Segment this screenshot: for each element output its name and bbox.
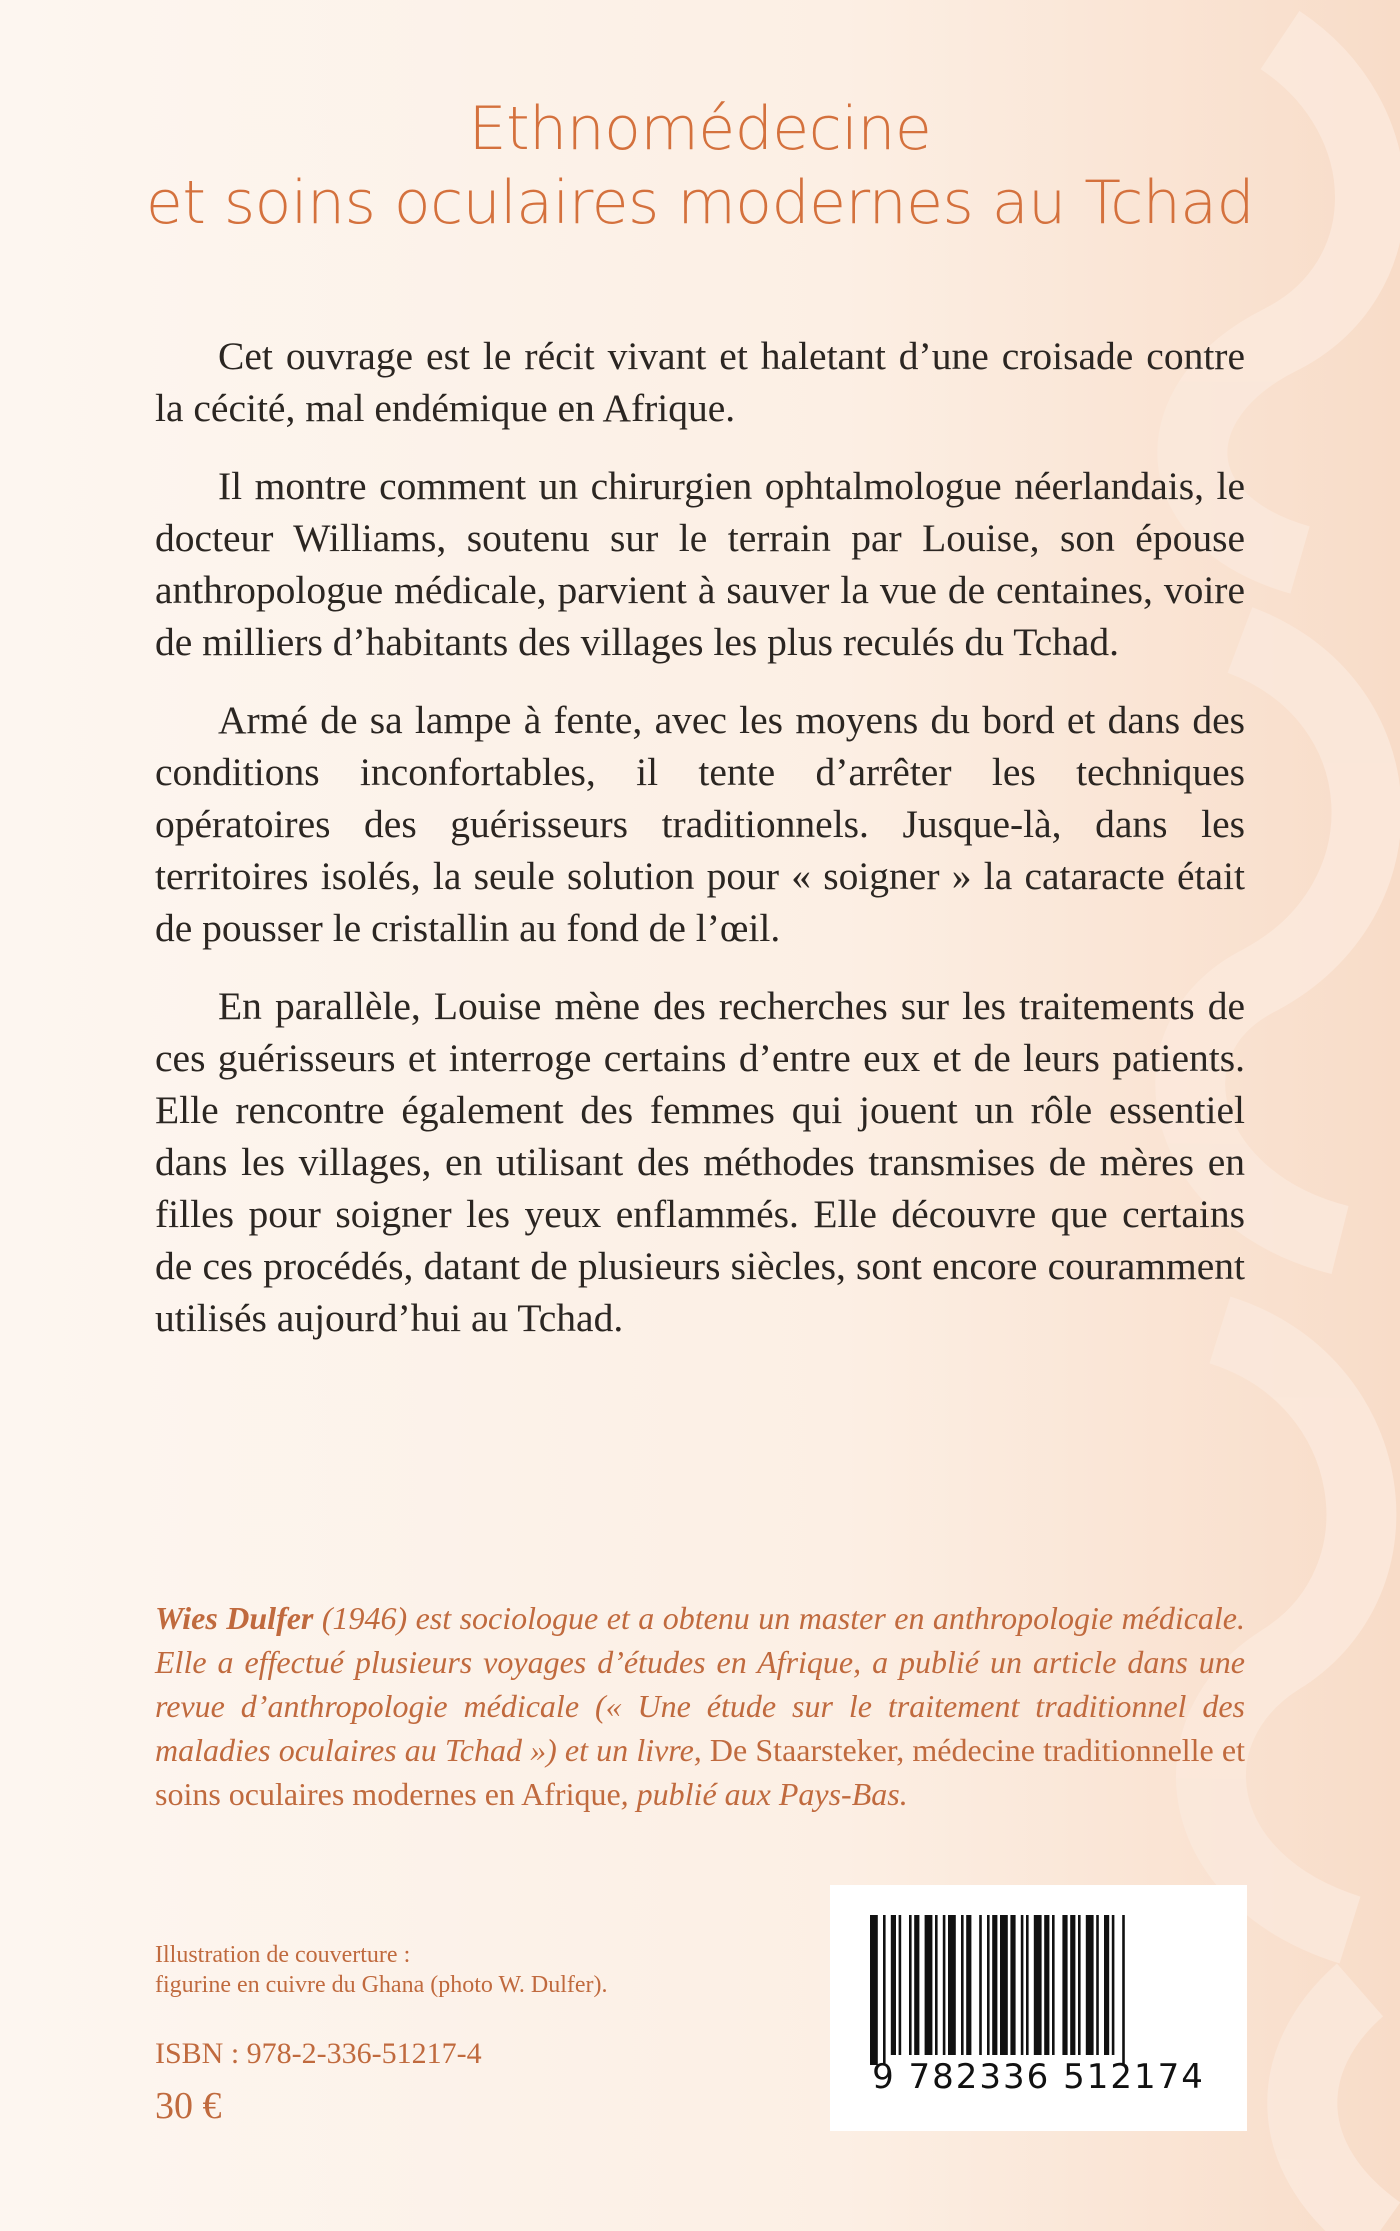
barcode-bar	[1112, 1915, 1115, 2055]
barcode-bar	[891, 1915, 896, 2055]
barcode-bar	[987, 1915, 990, 2055]
price: 30 €	[155, 2085, 222, 2127]
blurb-paragraph-3: Armé de sa lampe à fente, avec les moyens du bord et dans des conditions inconfortables, il tente d’arrêter les techniques opératoires des guérisseurs traditionnels. Jusque-là, dans les territoires isolés, la seule solution pour « soigner » la cataracte était de pousser le cristallin au fond de l’œil.	[155, 698, 1245, 950]
book-title	[0, 92, 1400, 240]
barcode-bar	[899, 1915, 902, 2055]
barcode-digits: 9 782336 512174	[872, 2057, 1205, 2097]
barcode-bar	[979, 1915, 982, 2055]
title-line-1: Ethnomédecine	[468, 94, 932, 164]
barcode-bar	[914, 1915, 919, 2055]
barcode-bar	[943, 1915, 946, 2055]
barcode-bar	[1026, 1915, 1029, 2055]
barcode-bar	[966, 1915, 971, 2055]
blurb-paragraph-2: Il montre comment un chirurgien ophtalmologue néerlandais, le docteur Williams, soutenu sur le terrain par Louise, son épouse anthropologue médicale, parvient à sauver la vue de centaines, voire de milliers d’habitants des villages les plus reculés du Tchad.	[155, 464, 1245, 664]
bio-text-2: , publié aux Pays-Bas.	[620, 1776, 908, 1812]
barcode-bar	[1078, 1915, 1081, 2055]
barcode-bar	[961, 1915, 964, 2055]
barcode-bar	[1096, 1915, 1099, 2055]
barcode-bar	[1104, 1915, 1109, 2055]
barcode-bar	[1034, 1915, 1042, 2055]
title-line-2: et soins oculaires modernes au Tchad	[145, 168, 1255, 238]
barcode-bar	[992, 1915, 997, 2055]
barcode-bar	[1044, 1915, 1049, 2055]
isbn: ISBN : 978-2-336-51217-4	[155, 2037, 482, 2070]
book-reference: De Staarsteker, médecine traditionnelle et soins oculaires modernes en Afrique	[155, 1732, 1246, 1812]
credits-line-2: figurine en cuivre du Ghana (photo W. Dulfer).	[155, 1972, 608, 1998]
barcode	[830, 1885, 1247, 2131]
barcode-bar	[1062, 1915, 1067, 2055]
credits-line-1: Illustration de couverture :	[155, 1942, 411, 1968]
barcode-bar	[1070, 1915, 1075, 2055]
barcode-bar	[935, 1915, 938, 2055]
author-name: Wies Dulfer	[155, 1600, 314, 1636]
barcode-bar	[1010, 1915, 1015, 2055]
barcode-bar	[1021, 1915, 1024, 2055]
cover-credits	[155, 1940, 608, 2000]
barcode-bar	[948, 1915, 956, 2055]
barcode-bar	[870, 1915, 878, 2065]
barcode-bar	[1000, 1915, 1008, 2055]
barcode-bar	[1122, 1915, 1125, 2065]
blurb-paragraph-1: Cet ouvrage est le récit vivant et haletant d’une croisade contre la cécité, mal endémique en Afrique.	[155, 334, 1245, 430]
barcode-bar	[1052, 1915, 1055, 2055]
barcode-bar	[1086, 1915, 1094, 2055]
blurb	[155, 330, 1245, 1370]
blurb-paragraph-4: En parallèle, Louise mène des recherches sur les traitements de ces guérisseurs et interroge certains d’entre eux et de leurs patients. Elle rencontre également des femmes qui jouent un rôle essentiel dans les villages, en utilisant des méthodes transmises de mères en filles pour soigner les yeux enflammés. Elle découvre que certains de ces procédés, datant de plusieurs siècles, sont encore couramment utilisés aujourd’hui au Tchad.	[155, 984, 1245, 1340]
author-bio	[155, 1596, 1245, 1816]
barcode-bar	[883, 1915, 886, 2065]
barcode-bar	[909, 1915, 912, 2055]
barcode-bar	[925, 1915, 933, 2055]
bio-text-1: (1946) est sociologue et a obtenu un master en anthropologie médicale. Elle a effectué plusieurs voyages d’études en Afrique, a publié un article dans une revue d’anthropologie médicale (« Une étude sur le traitement traditionnel des maladies oculaires au Tchad ») et un livre,	[155, 1600, 1245, 1768]
